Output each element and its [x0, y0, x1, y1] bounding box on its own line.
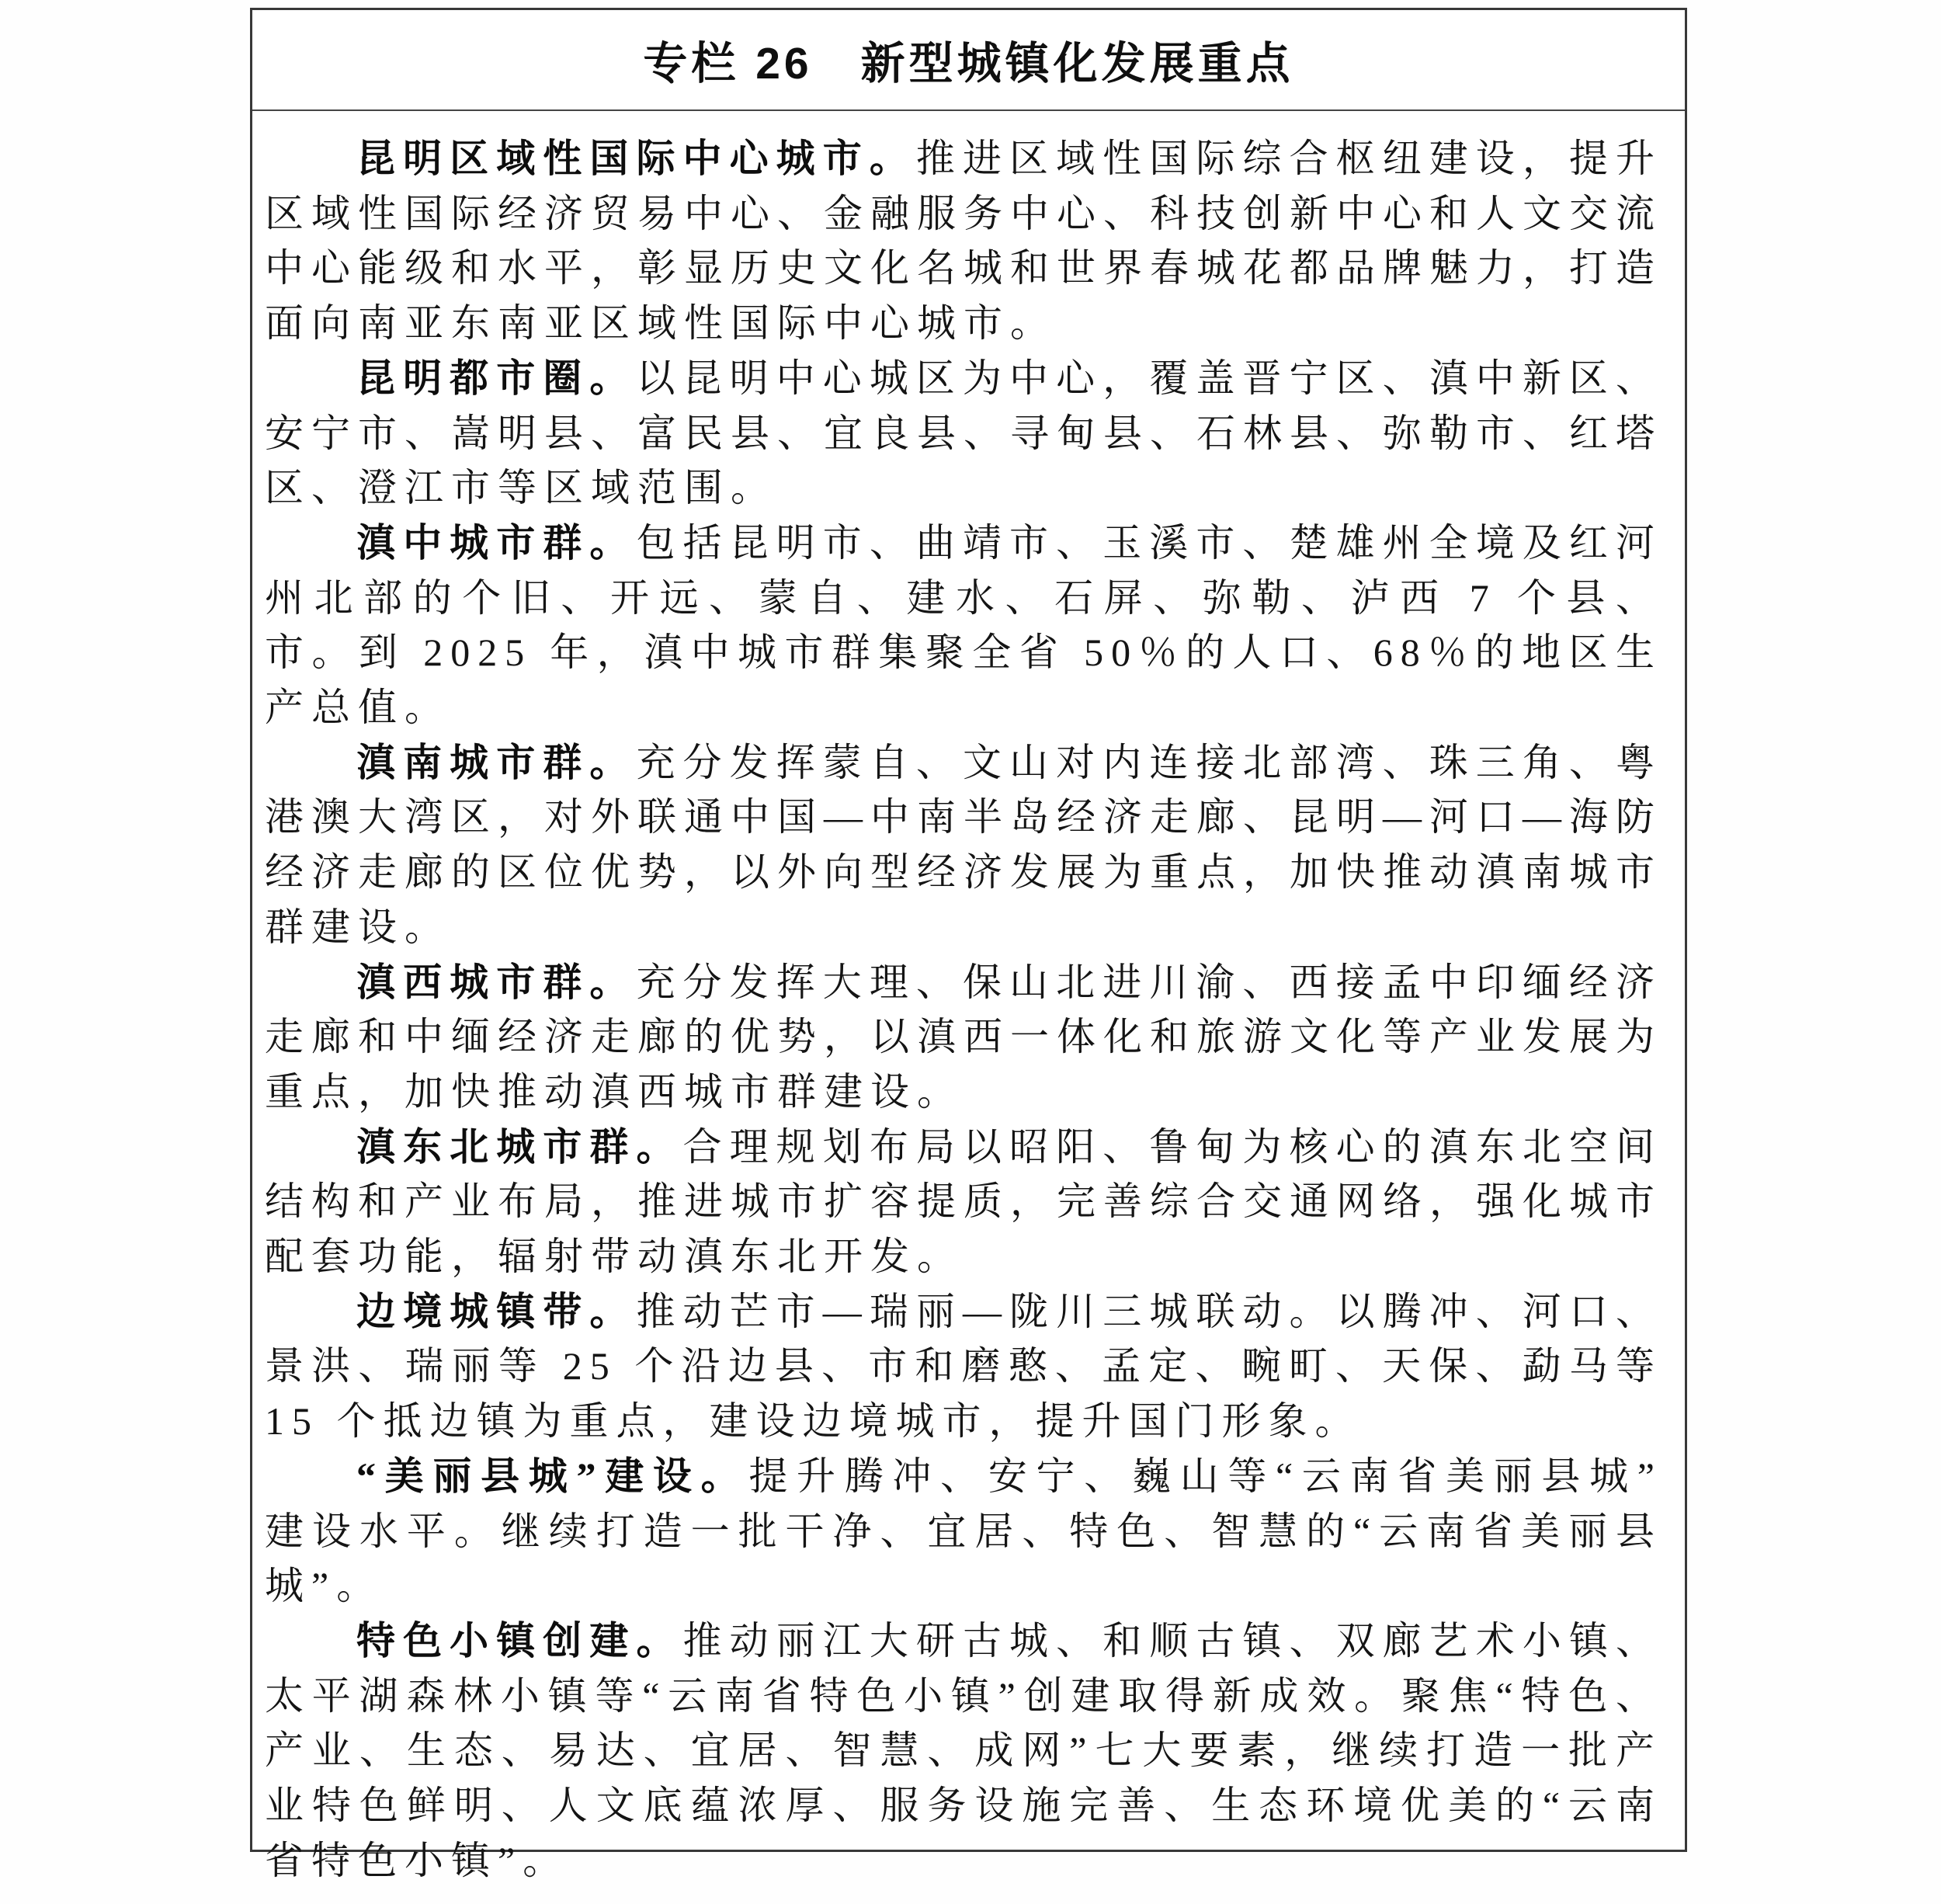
paragraph-lead: 昆明区域性国际中心城市。 [356, 137, 916, 180]
column-body [252, 111, 1685, 1904]
paragraph [265, 1449, 1662, 1614]
column-title: 专栏 26 新型城镇化发展重点 [643, 39, 1294, 89]
paragraph-text: 以昆明中心城区为中心，覆盖晋宁区、滇中新区、安宁市、嵩明县、富民县、宜良县、寻甸县、石林县、弥勒市、红塔区、澄江市等区域范围。 [265, 356, 1663, 510]
paragraph [265, 516, 1662, 735]
paragraph-lead: 滇南城市群。 [356, 740, 637, 784]
paragraph [265, 1284, 1662, 1449]
paragraph [265, 1614, 1662, 1888]
paragraph-text: 充分发挥蒙自、文山对内连接北部湾、珠三角、粤港澳大湾区，对外联通中国—中南半岛经济走廊、昆明—河口—海防经济走廊的区位优势，以外向型经济发展为重点，加快推动滇南城市群建设。 [265, 740, 1663, 949]
column-header [252, 10, 1685, 111]
paragraph-text: 推动丽江大研古城、和顺古镇、双廊艺术小镇、太平湖森林小镇等“云南省特色小镇”创建取得新成效。聚焦“特色、产业、生态、易达、宜居、智慧、成网”七大要素，继续打造一批产业特色鲜明、人文底蕴浓厚、服务设施完善、生态环境优美的“云南省特色小镇”。 [265, 1618, 1663, 1882]
paragraph [265, 131, 1662, 351]
paragraph-lead: 边境城镇带。 [356, 1289, 637, 1333]
paragraph-lead: 昆明都市圈。 [356, 356, 637, 400]
paragraph [265, 955, 1662, 1120]
paragraph-lead: 特色小镇创建。 [356, 1618, 683, 1663]
paragraph [265, 735, 1662, 955]
paragraph-lead: 滇东北城市群。 [356, 1124, 683, 1169]
paragraph-text: 提升腾冲、安宁、巍山等“云南省美丽县城”建设水平。继续打造一批干净、宜居、特色、智慧的“云南省美丽县城”。 [265, 1454, 1663, 1608]
paragraph-text: 充分发挥大理、保山北进川渝、西接孟中印缅经济走廊和中缅经济走廊的优势，以滇西一体化和旅游文化等产业发展为重点，加快推动滇西城市群建设。 [265, 960, 1663, 1114]
paragraph-lead: 滇西城市群。 [356, 960, 637, 1004]
paragraph-text: 推动芒市—瑞丽—陇川三城联动。以腾冲、河口、景洪、瑞丽等 25 个沿边县、市和磨憨、孟定、畹町、天保、勐马等 15 个抵边镇为重点，建设边境城市，提升国门形象。 [265, 1289, 1663, 1444]
paragraph-lead: 滇中城市群。 [356, 520, 637, 565]
paragraph-text: 合理规划布局以昭阳、鲁甸为核心的滇东北空间结构和产业布局，推进城市扩容提质，完善综合交通网络，强化城市配套功能，辐射带动滇东北开发。 [265, 1124, 1663, 1279]
paragraph [265, 351, 1662, 516]
paragraph-lead: “美丽县城”建设。 [356, 1454, 749, 1498]
column-box [250, 8, 1687, 1882]
paragraph-text: 包括昆明市、曲靖市、玉溪市、楚雄州全境及红河州北部的个旧、开远、蒙自、建水、石屏、弥勒、泸西 7 个县、市。到 2025 年，滇中城市群集聚全省 50％的人口、68％的地区生产总值。 [265, 520, 1663, 730]
paragraph-text: 推进区域性国际综合枢纽建设，提升区域性国际经济贸易中心、金融服务中心、科技创新中心和人文交流中心能级和水平，彰显历史文化名城和世界春城花都品牌魅力，打造面向南亚东南亚区域性国际中心城市。 [265, 137, 1663, 346]
paragraph [265, 1120, 1662, 1284]
